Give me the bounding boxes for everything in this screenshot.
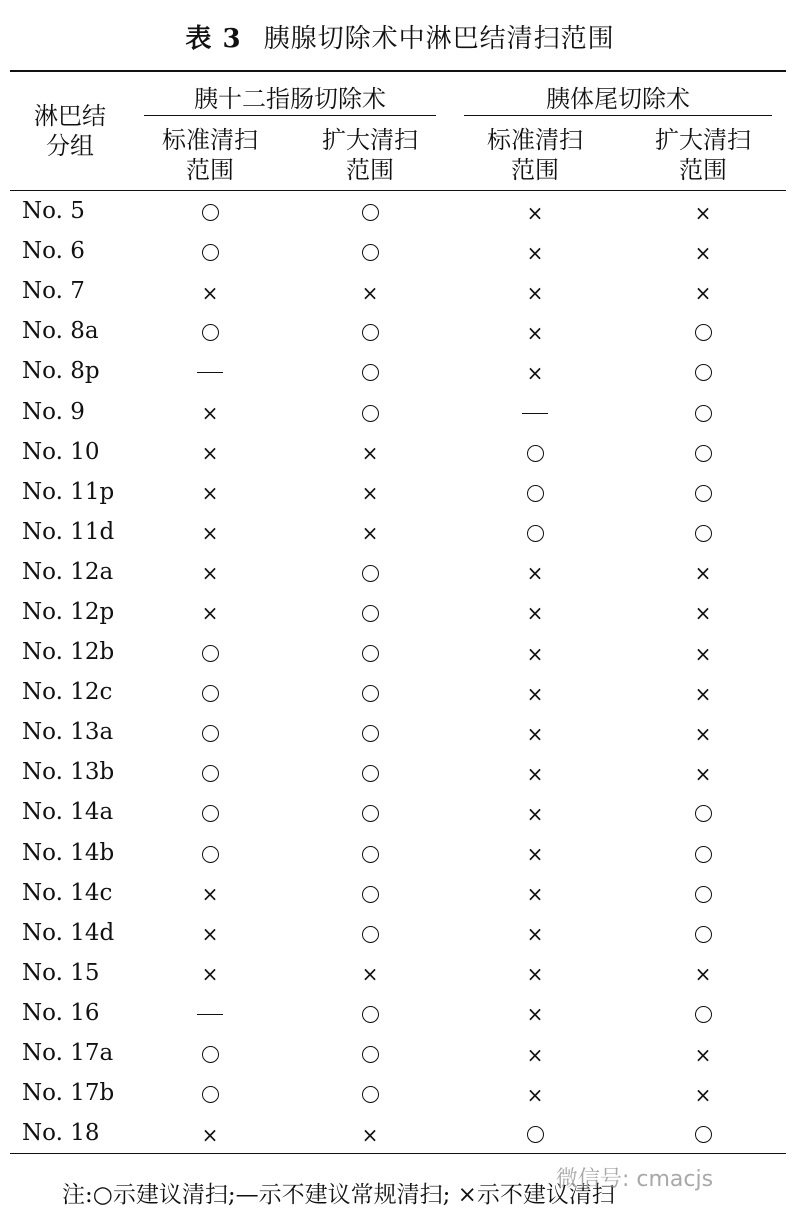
table-row: [10, 512, 786, 552]
mark-cell: [620, 432, 786, 472]
circle-mark: [362, 1046, 379, 1063]
circle-mark: [695, 324, 712, 341]
mark-cell: [130, 351, 290, 391]
mark-cell: [450, 1073, 620, 1113]
circle-mark: [362, 244, 379, 261]
node-label: No. 10: [22, 438, 100, 465]
mark-cell: [450, 1113, 620, 1154]
mark-cell: [620, 191, 786, 232]
circle-mark: [202, 805, 219, 822]
mark-cell: [620, 472, 786, 512]
table-row: [10, 1113, 786, 1154]
circle-mark: [202, 244, 219, 261]
circle-mark: [362, 605, 379, 622]
mark-cell: [290, 512, 450, 552]
circle-mark: [362, 846, 379, 863]
cross-mark: ×: [201, 922, 219, 947]
circle-mark: [202, 765, 219, 782]
circle-mark: [695, 886, 712, 903]
node-label: No. 8p: [22, 358, 100, 385]
node-label: No. 12c: [22, 679, 113, 706]
circle-mark: [695, 1006, 712, 1023]
mark-cell: [450, 271, 620, 311]
circle-mark: [695, 805, 712, 822]
cross-mark: ×: [201, 521, 219, 546]
cross-mark: ×: [694, 601, 712, 626]
mark-cell: [450, 752, 620, 792]
node-label: No. 18: [10, 1113, 130, 1154]
circle-mark: [362, 765, 379, 782]
subheader-standard: 标准清扫范围: [130, 120, 290, 191]
table-row: [10, 351, 786, 391]
watermark: 微信号: cmacjs: [556, 1167, 714, 1192]
mark-cell: [620, 792, 786, 832]
cross-mark: ×: [526, 761, 544, 786]
table-title: [0, 18, 800, 55]
mark-cell: [130, 873, 290, 913]
table-row: [10, 1033, 786, 1073]
node-label: No. 14a: [22, 799, 114, 826]
cross-mark: ×: [694, 1082, 712, 1107]
circle-mark: [362, 405, 379, 422]
node-label: No. 9: [22, 398, 85, 425]
cross-mark: ×: [526, 922, 544, 947]
mark-cell: [450, 191, 620, 232]
cross-mark: ×: [694, 280, 712, 305]
table-row: [10, 271, 786, 311]
cross-mark: ×: [201, 882, 219, 907]
mark-cell: [620, 351, 786, 391]
cross-mark: ×: [526, 721, 544, 746]
mark-cell: [620, 1113, 786, 1154]
node-label: No. 13a: [22, 719, 114, 746]
table-row: [10, 191, 786, 232]
dash-mark: [197, 1014, 223, 1015]
mark-cell: [620, 231, 786, 271]
mark-cell: [620, 311, 786, 351]
mark-cell: [290, 1033, 450, 1073]
table-row: [10, 391, 786, 431]
mark-cell: [290, 271, 450, 311]
table-footnote: 注:○示建议清扫;—示不建议常规清扫; ×示不建议清扫: [62, 1182, 615, 1208]
cross-mark: ×: [526, 320, 544, 345]
cross-mark: ×: [694, 200, 712, 225]
circle-mark: [695, 405, 712, 422]
table-number: 表 3: [185, 24, 242, 54]
cross-mark: ×: [201, 280, 219, 305]
mark-cell: [450, 913, 620, 953]
mark-cell: [130, 1113, 290, 1154]
mark-cell: [290, 1073, 450, 1113]
cross-mark: ×: [361, 1122, 379, 1147]
mark-cell: [450, 512, 620, 552]
node-label: No. 15: [22, 959, 100, 986]
circle-mark: [695, 364, 712, 381]
mark-cell: [130, 472, 290, 512]
cross-mark: ×: [201, 962, 219, 987]
cross-mark: ×: [361, 521, 379, 546]
cross-mark: ×: [526, 1042, 544, 1067]
mark-cell: [450, 311, 620, 351]
mark-cell: [130, 913, 290, 953]
node-label: No. 12b: [22, 639, 115, 666]
node-label: No. 14c: [22, 879, 113, 906]
mark-cell: [620, 672, 786, 712]
mark-cell: [620, 1033, 786, 1073]
circle-mark: [202, 645, 219, 662]
cross-mark: ×: [361, 441, 379, 466]
cross-mark: ×: [361, 481, 379, 506]
mark-cell: [130, 1033, 290, 1073]
table-row: [10, 712, 786, 752]
cross-mark: ×: [201, 481, 219, 506]
table-row: [10, 792, 786, 832]
node-label: No. 5: [22, 198, 85, 225]
mark-cell: [130, 712, 290, 752]
mark-cell: [450, 712, 620, 752]
mark-cell: [130, 632, 290, 672]
cross-mark: ×: [694, 641, 712, 666]
cross-mark: ×: [694, 240, 712, 265]
mark-cell: [130, 191, 290, 232]
cross-mark: ×: [526, 1002, 544, 1027]
mark-cell: [290, 712, 450, 752]
cross-mark: ×: [694, 721, 712, 746]
circle-mark: [362, 324, 379, 341]
cross-mark: ×: [201, 441, 219, 466]
node-label: No. 12p: [22, 598, 115, 625]
mark-cell: [290, 873, 450, 913]
mark-cell: [290, 391, 450, 431]
cross-mark: ×: [201, 561, 219, 586]
circle-mark: [362, 725, 379, 742]
mark-cell: [290, 913, 450, 953]
circle-mark: [362, 1006, 379, 1023]
subheader-standard: 标准清扫范围: [450, 120, 620, 191]
mark-cell: [130, 552, 290, 592]
cross-mark: ×: [201, 401, 219, 426]
circle-mark: [695, 926, 712, 943]
circle-mark: [362, 886, 379, 903]
circle-mark: [202, 324, 219, 341]
table-row: [10, 752, 786, 792]
circle-mark: [695, 445, 712, 462]
mark-cell: [130, 512, 290, 552]
cross-mark: ×: [694, 1042, 712, 1067]
node-label: No. 8a: [22, 318, 99, 345]
mark-cell: [450, 391, 620, 431]
node-label: No. 17b: [22, 1080, 115, 1107]
node-label: No. 14b: [22, 839, 115, 866]
mark-cell: [620, 873, 786, 913]
circle-mark: [362, 926, 379, 943]
circle-mark: [527, 445, 544, 462]
group-header-dp: 胰体尾切除术: [450, 71, 786, 120]
mark-cell: [290, 552, 450, 592]
mark-cell: [620, 271, 786, 311]
circle-mark: [202, 725, 219, 742]
mark-cell: [290, 632, 450, 672]
circle-mark: [362, 1086, 379, 1103]
mark-cell: [130, 752, 290, 792]
mark-cell: [130, 833, 290, 873]
table-row: [10, 231, 786, 271]
mark-cell: [290, 752, 450, 792]
table-row: [10, 632, 786, 672]
node-label: No. 11p: [22, 478, 115, 505]
mark-cell: [450, 953, 620, 993]
mark-cell: [450, 993, 620, 1033]
circle-mark: [202, 685, 219, 702]
mark-cell: [450, 1033, 620, 1073]
mark-cell: [290, 351, 450, 391]
mark-cell: [450, 672, 620, 712]
circle-mark: [202, 1046, 219, 1063]
subheader-extended: 扩大清扫范围: [290, 120, 450, 191]
mark-cell: [450, 231, 620, 271]
mark-cell: [450, 592, 620, 632]
mark-cell: [450, 833, 620, 873]
mark-cell: [130, 311, 290, 351]
circle-mark: [362, 645, 379, 662]
circle-mark: [362, 565, 379, 582]
dash-mark: [522, 413, 548, 414]
mark-cell: [620, 592, 786, 632]
table-row: [10, 873, 786, 913]
mark-cell: [620, 1073, 786, 1113]
mark-cell: [620, 552, 786, 592]
circle-mark: [362, 685, 379, 702]
table-row: [10, 472, 786, 512]
mark-cell: [290, 592, 450, 632]
cross-mark: ×: [526, 240, 544, 265]
mark-cell: [620, 993, 786, 1033]
circle-mark: [695, 525, 712, 542]
subheader-extended: 扩大清扫范围: [620, 120, 786, 191]
circle-mark: [202, 1086, 219, 1103]
cross-mark: ×: [526, 641, 544, 666]
table-row: [10, 311, 786, 351]
mark-cell: [290, 993, 450, 1033]
mark-cell: [290, 1113, 450, 1154]
mark-cell: [130, 993, 290, 1033]
mark-cell: [450, 792, 620, 832]
row-header: 淋巴结分组: [10, 71, 130, 191]
mark-cell: [620, 712, 786, 752]
mark-cell: [130, 391, 290, 431]
cross-mark: ×: [526, 280, 544, 305]
node-label: No. 14d: [22, 919, 115, 946]
mark-cell: [290, 231, 450, 271]
node-label: No. 7: [22, 278, 85, 305]
mark-cell: [130, 432, 290, 472]
mark-cell: [620, 752, 786, 792]
table-row: [10, 953, 786, 993]
cross-mark: ×: [694, 761, 712, 786]
circle-mark: [202, 204, 219, 221]
node-label: No. 17a: [22, 1040, 114, 1067]
mark-cell: [130, 792, 290, 832]
table-row: [10, 552, 786, 592]
table-row: [10, 432, 786, 472]
mark-cell: [130, 1073, 290, 1113]
mark-cell: [450, 632, 620, 672]
mark-cell: [130, 953, 290, 993]
node-label: No. 11d: [22, 518, 115, 545]
cross-mark: ×: [526, 601, 544, 626]
dash-mark: [197, 372, 223, 373]
circle-mark: [527, 485, 544, 502]
mark-cell: [290, 953, 450, 993]
circle-mark: [527, 1126, 544, 1143]
mark-cell: [290, 792, 450, 832]
mark-cell: [450, 472, 620, 512]
cross-mark: ×: [694, 962, 712, 987]
node-label: No. 12a: [22, 558, 114, 585]
cross-mark: ×: [526, 842, 544, 867]
mark-cell: [450, 873, 620, 913]
cross-mark: ×: [526, 681, 544, 706]
circle-mark: [527, 525, 544, 542]
cross-mark: ×: [526, 882, 544, 907]
table-row: [10, 1073, 786, 1113]
circle-mark: [695, 485, 712, 502]
mark-cell: [450, 552, 620, 592]
mark-cell: [290, 191, 450, 232]
circle-mark: [695, 1126, 712, 1143]
mark-cell: [130, 672, 290, 712]
mark-cell: [290, 833, 450, 873]
mark-cell: [620, 913, 786, 953]
cross-mark: ×: [526, 360, 544, 385]
cross-mark: ×: [694, 561, 712, 586]
mark-cell: [290, 311, 450, 351]
cross-mark: ×: [201, 1122, 219, 1147]
mark-cell: [450, 432, 620, 472]
circle-mark: [362, 204, 379, 221]
mark-cell: [290, 472, 450, 512]
mark-cell: [620, 833, 786, 873]
table-row: [10, 913, 786, 953]
table-row: [10, 672, 786, 712]
group-header-pd: 胰十二指肠切除术: [130, 71, 450, 120]
node-label: No. 6: [22, 238, 85, 265]
circle-mark: [362, 364, 379, 381]
node-label: No. 13b: [22, 759, 115, 786]
cross-mark: ×: [694, 681, 712, 706]
mark-cell: [130, 271, 290, 311]
mark-cell: [450, 351, 620, 391]
mark-cell: [620, 632, 786, 672]
mark-cell: [130, 231, 290, 271]
circle-mark: [362, 805, 379, 822]
cross-mark: ×: [201, 601, 219, 626]
cross-mark: ×: [361, 962, 379, 987]
table-caption: 胰腺切除术中淋巴结清扫范围: [263, 24, 615, 54]
circle-mark: [202, 846, 219, 863]
mark-cell: [130, 592, 290, 632]
cross-mark: ×: [526, 200, 544, 225]
circle-mark: [695, 846, 712, 863]
cross-mark: ×: [361, 280, 379, 305]
cross-mark: ×: [526, 962, 544, 987]
table-row: [10, 833, 786, 873]
mark-cell: [620, 512, 786, 552]
mark-cell: [290, 672, 450, 712]
lymph-node-table: [10, 70, 786, 1154]
mark-cell: [620, 953, 786, 993]
mark-cell: [290, 432, 450, 472]
cross-mark: ×: [526, 561, 544, 586]
table-row: [10, 592, 786, 632]
cross-mark: ×: [526, 1082, 544, 1107]
node-label: No. 16: [22, 999, 100, 1026]
cross-mark: ×: [526, 801, 544, 826]
table-row: [10, 993, 786, 1033]
mark-cell: [620, 391, 786, 431]
